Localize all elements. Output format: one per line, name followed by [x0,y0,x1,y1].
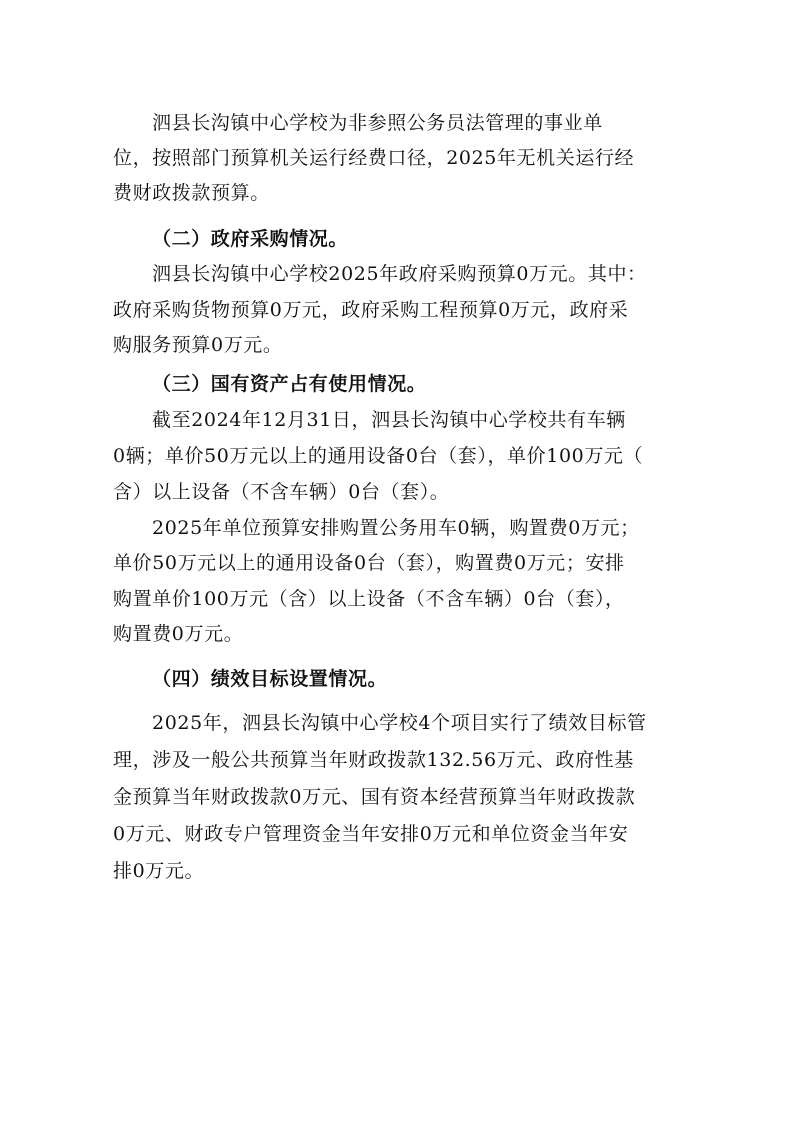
paragraph-line: 含）以上设备（不含车辆）0台（套）。 [113,481,450,503]
paragraph-line: 0万元、财政专户管理资金当年安排0万元和单位资金当年安 [113,823,629,845]
paragraph-line: 购服务预算0万元。 [113,334,283,356]
paragraph-line: 费财政拨款预算。 [113,182,270,204]
paragraph-line: 泗县长沟镇中心学校2025年政府采购预算0万元。其中： [152,263,647,285]
section-heading: （二）政府采购情况。 [152,228,349,250]
paragraph-line: 2025年，泗县长沟镇中心学校4个项目实行了绩效目标管 [152,712,647,734]
paragraph-line: 排0万元。 [113,860,205,882]
paragraph-line: 截至2024年12月31日，泗县长沟镇中心学校共有车辆 [152,409,626,431]
section-heading: （三）国有资产占有使用情况。 [152,373,427,395]
paragraph-line: 0辆；单价50万元以上的通用设备0台（套），单价100万元（ [113,445,644,467]
paragraph-line: 金预算当年财政拨款0万元、国有资本经营预算当年财政拨款 [113,786,636,808]
paragraph-line: 泗县长沟镇中心学校为非参照公务员法管理的事业单 [152,112,603,134]
paragraph-line: 购置费0万元。 [113,623,244,645]
paragraph-line: 购置单价100万元（含）以上设备（不含车辆）0台（套）， [113,588,625,610]
paragraph-line: 2025年单位预算安排购置公务用车0辆，购置费0万元； [152,517,640,539]
section-heading: （四）绩效目标设置情况。 [152,668,388,690]
paragraph-line: 政府采购货物预算0万元，政府采购工程预算0万元，政府采 [113,299,629,321]
paragraph-line: 单价50万元以上的通用设备0台（套），购置费0万元；安排 [113,552,625,574]
paragraph-line: 理，涉及一般公共预算当年财政拨款132.56万元、政府性基 [113,749,634,771]
paragraph-line: 位，按照部门预算机关运行经费口径，2025年无机关运行经 [113,147,635,169]
